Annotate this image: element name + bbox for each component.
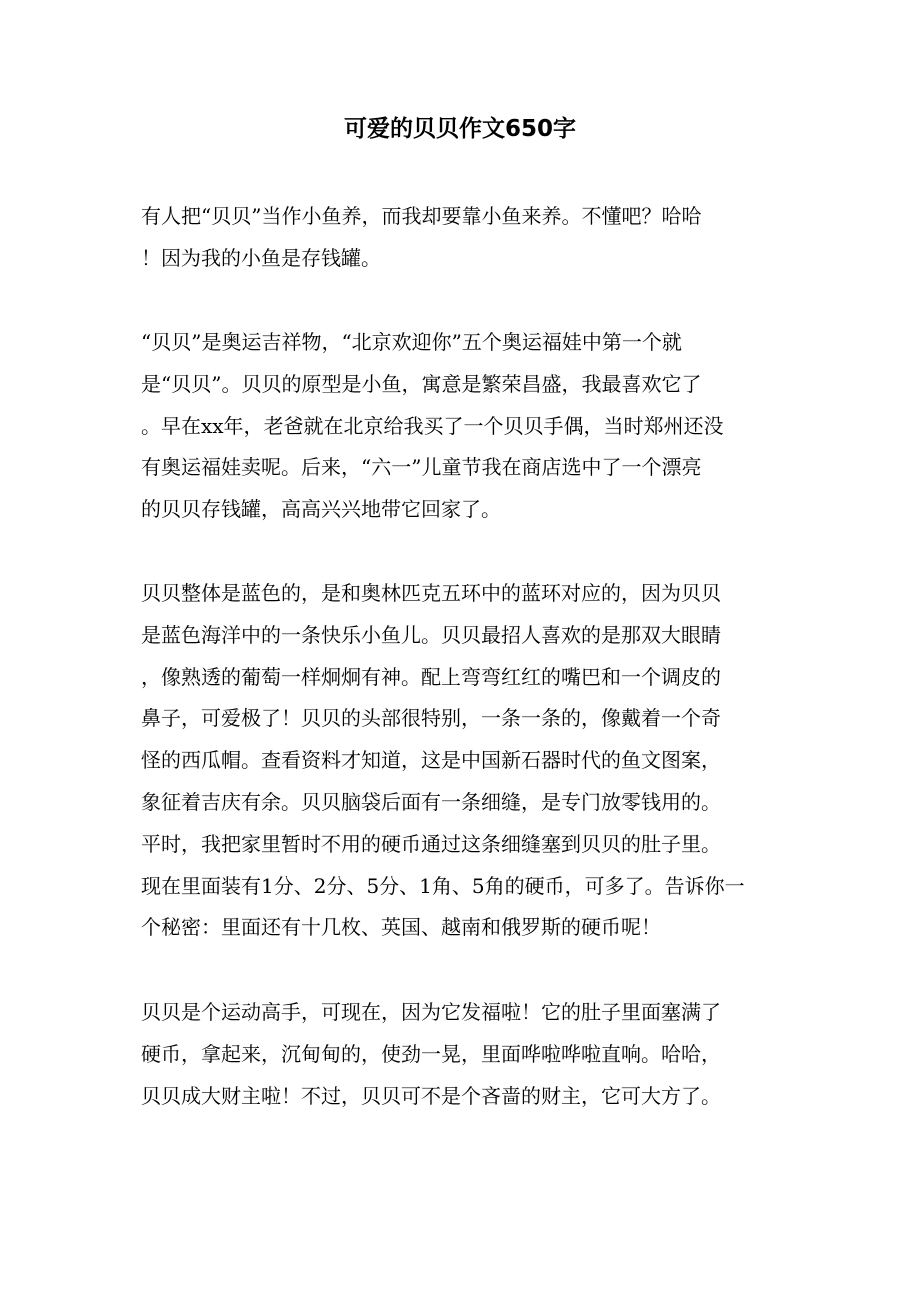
paragraph-4 [141, 992, 771, 1117]
paragraph-line: “贝贝”是奥运吉祥物，“北京欢迎你”五个奥运福娃中第一个就 [141, 330, 682, 354]
document-title: 可爱的贝贝作文650字 [343, 116, 576, 142]
paragraph-line: 现在里面装有1分、2分、5分、1角、5角的硬币，可多了。告诉你一 [141, 873, 745, 898]
paragraph-line: 有人把“贝贝”当作小鱼养，而我却要靠小鱼来养。不懂吧？哈哈 [141, 204, 702, 228]
paragraph-line: 是“贝贝”。贝贝的原型是小鱼，寓意是繁荣昌盛，我最喜欢它了 [141, 371, 702, 396]
paragraph-line: 贝贝整体是蓝色的，是和奥林匹克五环中的蓝环对应的，因为贝贝 [141, 581, 721, 605]
paragraph-line: 怪的西瓜帽。查看资料才知道，这是中国新石器时代的鱼文图案， [141, 748, 721, 773]
paragraph-line: 贝贝成大财主啦！不过，贝贝可不是个吝啬的财主，它可大方了。 [141, 1083, 721, 1108]
paragraph-line: 贝贝是个运动高手，可现在，因为它发福啦！它的肚子里面塞满了 [141, 1000, 721, 1024]
paragraph-line: 有奥运福娃卖呢。后来，“六一”儿童节我在商店选中了一个漂亮 [141, 455, 702, 480]
paragraph-line: 硬币，拿起来，沉甸甸的，使劲一晃，里面哗啦哗啦直响。哈哈， [141, 1041, 721, 1066]
paragraph-line: 的贝贝存钱罐，高高兴兴地带它回家了。 [141, 497, 501, 522]
paragraph-line: 象征着吉庆有余。贝贝脑袋后面有一条细缝，是专门放零钱用的。 [141, 789, 721, 814]
paragraph-line: 鼻子，可爱极了！贝贝的头部很特别，一条一条的，像戴着一个奇 [141, 706, 721, 731]
paragraph-line: ！因为我的小鱼是存钱罐。 [141, 245, 381, 270]
paragraph-line: 。早在xx年，老爸就在北京给我买了一个贝贝手偶，当时郑州还没 [141, 413, 724, 438]
paragraph-line: 个秘密：里面还有十几枚、英国、越南和俄罗斯的硬币呢！ [141, 915, 661, 940]
paragraph-1 [141, 196, 771, 280]
paragraph-line: 是蓝色海洋中的一条快乐小鱼儿。贝贝最招人喜欢的是那双大眼睛 [141, 622, 721, 647]
paragraph-3 [141, 573, 771, 949]
paragraph-line: ，像熟透的葡萄一样炯炯有神。配上弯弯红红的嘴巴和一个调皮的 [141, 664, 721, 689]
paragraph-2 [141, 322, 771, 531]
paragraph-line: 平时，我把家里暂时不用的硬币通过这条细缝塞到贝贝的肚子里。 [141, 831, 721, 856]
